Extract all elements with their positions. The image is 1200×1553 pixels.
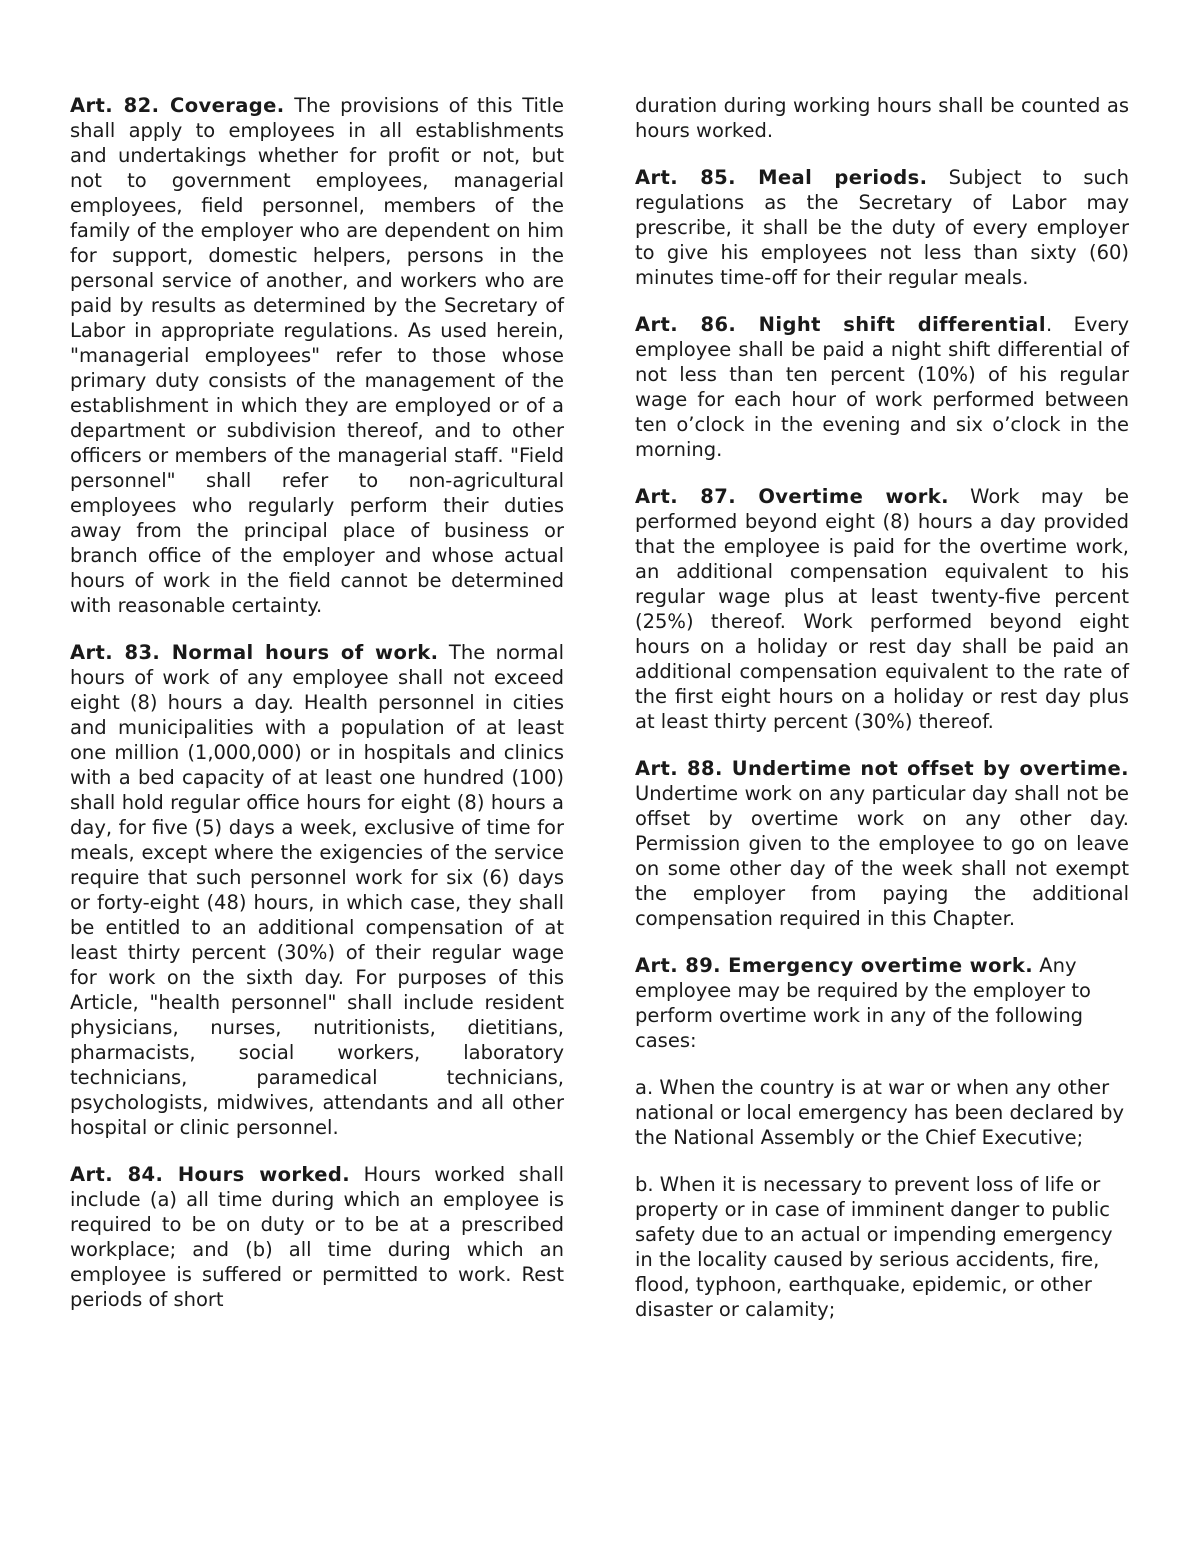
article-84-heading: Art. 84. Hours worked. [70,1163,351,1186]
article-85-heading: Art. 85. Meal periods. [635,166,928,189]
article-82-heading: Art. 82. Coverage. [70,94,285,117]
article-86-body: . Every employee shall be paid a night shift differential of not less than ten percent (10%) of his regular wage for each hour of work performed between ten o’clock in the evening and six o’clock in the morning. [635,313,1130,461]
article-82-body: The provisions of this Title shall apply to employees in all establishments and undertakings whether for profit or not, but not to government employees, managerial employees, field personnel, members of the family of the employer who are dependent on him for support, domestic helpers, persons in the personal service of another, and workers who are paid by results as determined by the Secretary of Labor in appropriate regulations. As used herein, "managerial employees" refer to those whose primary duty consists of the management of the establishment in which they are employed or of a department or subdivision thereof, and to other officers or members of the managerial staff. "Field personnel" shall refer to non-agricultural employees who regularly perform their duties away from the principal place of business or branch office of the employer and whose actual hours of work in the field cannot be determined with reasonable certainty. [70,94,564,617]
article-89 [635,953,1129,1053]
article-83 [70,640,564,1140]
article-84-body: Hours worked shall include (a) all time during which an employee is required to be on duty or to be at a prescribed workplace; and (b) all time during which an employee is suffered or permitted to work. Rest periods of short [70,1163,564,1311]
article-85-body: Subject to such regulations as the Secretary of Labor may prescribe, it shall be the duty of every employer to give his employees not less than sixty (60) minutes time-off for their regular meals. [635,166,1129,289]
article-88-body: Undertime work on any particular day shall not be offset by overtime work on any other day. Permission given to the employee to go on leave on some other day of the week shall not exempt the employer from paying the additional compensation required in this Chapter. [635,782,1129,930]
article-83-body: The normal hours of work of any employee shall not exceed eight (8) hours a day. Health personnel in cities and municipalities with a population of at least one million (1,000,000) or in hospitals and clinics with a bed capacity of at least one hundred (100) shall hold regular office hours for eight (8) hours a day, for five (5) days a week, exclusive of time for meals, except where the exigencies of the service require that such personnel work for six (6) days or forty-eight (48) hours, in which case, they shall be entitled to an additional compensation of at least thirty percent (30%) of their regular wage for work on the sixth day. For purposes of this Article, "health personnel" shall include resident physicians, nurses, nutritionists, dietitians, pharmacists, social workers, laboratory technicians, paramedical technicians, psychologists, midwives, attendants and all other hospital or clinic personnel. [70,641,564,1139]
article-89-heading: Art. 89. Emergency overtime work. [635,954,1034,977]
article-88-heading: Art. 88. Undertime not offset by overtime. [635,757,1129,780]
case-a: a. When the country is at war or when any other national or local emergency has been declared by the National Assembly or the Chief Executive; [635,1076,1125,1149]
right-column [635,93,1129,1344]
article-87-body: Work may be performed beyond eight (8) hours a day provided that the employee is paid for the overtime work, an additional compensation equivalent to his regular wage plus at least twenty-five percent (25%) thereof. Work performed beyond eight hours on a holiday or rest day shall be paid an additional compensation equivalent to the rate of the first eight hours on a holiday or rest day plus at least thirty percent (30%) thereof. [635,485,1129,733]
article-83-heading: Art. 83. Normal hours of work. [70,641,439,664]
article-85 [635,165,1129,290]
left-column [70,93,564,1334]
article-82 [70,93,564,618]
article-87 [635,484,1129,734]
article-84-continuation: duration during working hours shall be counted as hours worked. [635,94,1129,142]
case-b: b. When it is necessary to prevent loss of life or property or in case of imminent danger to public safety due to an actual or impending emergency in the locality caused by serious accidents, fire, flood, typhoon, earthquake, epidemic, or other disaster or calamity; [635,1173,1113,1321]
article-86 [635,312,1129,462]
article-89-body: Any employee may be required by the employer to perform overtime work in any of the following cases: [635,954,1091,1052]
article-88 [635,756,1129,931]
article-86-heading: Art. 86. Night shift differential [635,313,1046,336]
article-84 [70,1162,564,1312]
article-87-heading: Art. 87. Overtime work. [635,485,949,508]
